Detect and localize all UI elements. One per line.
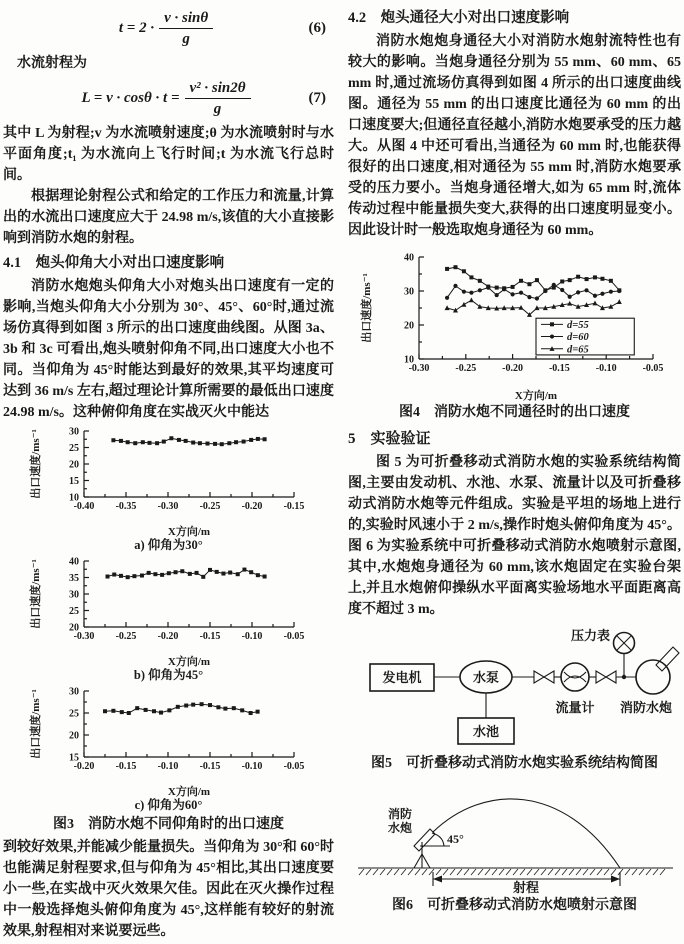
eq6-denominator: g xyxy=(182,31,190,47)
figure-6-schematic xyxy=(348,778,681,894)
eq6-lhs: t = 2 · xyxy=(118,20,155,36)
svg-text:-0.40: -0.40 xyxy=(73,501,94,512)
cannon-label: 消防水炮 xyxy=(619,700,673,715)
angle-label: 45° xyxy=(447,832,464,846)
ground-hatching xyxy=(359,869,665,875)
eq6-fraction xyxy=(159,9,213,48)
section-heading-5: 5 实验验证 xyxy=(348,431,431,447)
figure-6-caption: 图6 可折叠移动式消防水炮喷射示意图 xyxy=(392,898,637,913)
figure-5-diagram xyxy=(348,624,681,752)
svg-text:30: 30 xyxy=(68,426,79,438)
figure-5-caption: 图5 可折叠移动式消防水炮实验系统结构简图 xyxy=(371,756,658,771)
svg-text:40: 40 xyxy=(68,556,79,568)
svg-text:d=65: d=65 xyxy=(566,344,589,356)
eq7-number: (7) xyxy=(308,90,326,106)
svg-text:30: 30 xyxy=(68,589,79,601)
svg-text:-0.30: -0.30 xyxy=(408,363,429,374)
figure-3-caption: 图3 消防水炮不同仰角时的出口速度 xyxy=(53,817,284,832)
pump-label: 水泵 xyxy=(472,670,500,685)
gauge-label: 压力表 xyxy=(570,628,610,643)
figure-3b-chart xyxy=(28,555,310,667)
cannon-barrel xyxy=(414,829,435,851)
svg-text:X方向/m: X方向/m xyxy=(514,390,557,401)
eq7-denominator: g xyxy=(213,101,222,117)
svg-text:30: 30 xyxy=(403,286,414,298)
svg-text:-0.15: -0.15 xyxy=(548,363,570,374)
svg-text:20: 20 xyxy=(68,459,79,471)
svg-text:X方向/m: X方向/m xyxy=(167,656,210,667)
figure-3b xyxy=(3,555,334,683)
svg-text:10: 10 xyxy=(68,492,79,504)
figure-3a-chart xyxy=(28,425,310,537)
svg-text:25: 25 xyxy=(68,606,79,617)
svg-text:-0.35: -0.35 xyxy=(115,501,136,512)
svg-text:40: 40 xyxy=(403,252,414,264)
equation-7 xyxy=(3,79,334,118)
svg-text:-0.10: -0.10 xyxy=(241,631,262,642)
figure-4 xyxy=(348,249,681,401)
svg-text:-0.25: -0.25 xyxy=(454,363,476,374)
svg-text:20: 20 xyxy=(68,622,79,634)
svg-text:d=55: d=55 xyxy=(566,319,589,331)
left-column xyxy=(3,4,334,944)
paragraph-bore-diameter: 消防水炮炮身通径大小对消防水炮射流特性也有较大的影响。当炮身通径分别为 55 mm、60 mm、65 mm 时,通过流场仿真得到如图 4 所示的出口速度曲线图。通径为 55 mm 的出口速度比通径为 60 mm 的出口速度要大;但通径直径越小,消防水炮要承受的压力越大。从图 4 中还可看出,当通径为 60 mm 时,也能获得很好的出口速度,相对通径为 55 mm 时,消防水炮要承受的压力要小。当炮身通径增大,如为 65 mm 时,流体传动过程中能量损失变大,获得的出口速度明显变小。因此设计时一般选取炮身通径为 60 mm。 xyxy=(348,34,681,238)
svg-text:出口速度/ms⁻¹: 出口速度/ms⁻¹ xyxy=(29,689,42,759)
figure-5-schematic xyxy=(348,624,681,752)
svg-text:-0.20: -0.20 xyxy=(501,363,523,374)
figure-3a xyxy=(3,425,334,553)
generator-label: 发电机 xyxy=(382,670,422,685)
eq7-lhs: L = v · cosθ · t = xyxy=(81,90,180,106)
svg-text:-0.15: -0.15 xyxy=(283,501,304,512)
svg-text:-0.15: -0.15 xyxy=(199,761,220,772)
svg-text:35: 35 xyxy=(68,573,79,584)
figure-3a-subtitle: a) 仰角为30° xyxy=(134,538,203,552)
paragraph-experiment: 图 5 为可折叠移动式消防水炮的实验系统结构简图,主要由发动机、水池、水泵、流量计以及可折叠移动式消防水炮等元件组成。实验是平坦的场地上进行的,实验时风速小于 2 m/s,操作时炮头俯仰角度为 45°。图 6 为实验系统中可折叠移动式消防水炮喷射示意图,其中,水炮炮身通径为 60 mm,该水炮固定在实验台架上,并且水炮俯仰操纵水平面离实验场地水平面距离高度不超过 3 m。 xyxy=(348,455,681,617)
eq7-fraction xyxy=(185,79,251,118)
figure-3c-subtitle: c) 仰角为60° xyxy=(134,798,203,812)
eq7-numerator: v² · sin2θ xyxy=(185,79,251,99)
water-pool-box xyxy=(458,718,514,744)
svg-text:-0.30: -0.30 xyxy=(157,501,178,512)
svg-text:X方向/m: X方向/m xyxy=(167,526,210,537)
svg-text:20: 20 xyxy=(403,320,414,332)
svg-text:15: 15 xyxy=(68,476,79,487)
flowmeter-label: 流量计 xyxy=(555,700,595,715)
svg-text:-0.10: -0.10 xyxy=(157,761,178,772)
svg-text:出口速度/ms⁻¹: 出口速度/ms⁻¹ xyxy=(29,429,42,499)
right-column xyxy=(348,4,681,944)
svg-text:-0.20: -0.20 xyxy=(241,501,262,512)
eq6-number: (6) xyxy=(308,20,326,36)
section-heading-4-2: 4.2 炮头通径大小对出口速度影响 xyxy=(348,10,570,26)
svg-text:-0.05: -0.05 xyxy=(283,631,304,642)
svg-text:-0.25: -0.25 xyxy=(199,501,220,512)
pump-symbol xyxy=(460,661,512,693)
svg-text:15: 15 xyxy=(68,752,79,764)
svg-text:X方向/m: X方向/m xyxy=(167,786,210,797)
svg-text:出口速度/ms⁻¹: 出口速度/ms⁻¹ xyxy=(360,273,373,343)
pressure-gauge-icon xyxy=(571,628,635,654)
equation-6 xyxy=(3,9,334,48)
cannon-label xyxy=(388,806,412,835)
figure-6-diagram xyxy=(348,778,681,894)
svg-text:出口速度/ms⁻¹: 出口速度/ms⁻¹ xyxy=(29,559,42,629)
valve-icon xyxy=(596,671,616,683)
figure-3c xyxy=(3,685,334,813)
svg-text:水炮: 水炮 xyxy=(387,821,413,835)
figure-4-caption: 图4 消防水炮不同通径时的出口速度 xyxy=(399,405,630,420)
jet-range-intro: 水流射程为 xyxy=(17,56,87,71)
svg-text:-0.20: -0.20 xyxy=(73,761,94,772)
figure-3c-chart xyxy=(28,685,310,797)
range-dimension xyxy=(433,872,620,894)
paragraph-symbol-definitions: 其中 L 为射程;v 为水流喷射速度;θ 为水流喷射时与水平面角度;t₁ 为水流向上飞行时间;t 为水流飞行总时间。 xyxy=(3,126,334,183)
paragraph-conclusion-4-1: 到较好效果,并能减少能量损失。当仰角为 30°和 60°时也能满足射程要求,但与仰角为 45°相比,其出口速度要小一些,在实战中灭火效果欠佳。因此在灭火操作过程中一般选择炮头俯仰角度为 45°,这样能有较好的射流效果,射程相对来说要远些。 xyxy=(3,840,334,939)
svg-text:25: 25 xyxy=(68,708,79,720)
pool-label: 水池 xyxy=(472,724,500,739)
paragraph-elevation-angle: 消防水炮炮头仰角大小对炮头出口速度有一定的影响,当炮头仰角大小分别为 30°、45°、60°时,通过流场仿真得到如图 3 所示的出口速度曲线图。从图 3a、3b 和 3c 可看出,炮头喷射仰角不同,出口速度大小也不同。当仰角为 45°时能达到最好的效果,其平均速度可达到 36 m/s 左右,超过理论计算所需要的最低出口速度 24.98 m/s。这种俯仰角度在实战灭火中能达 xyxy=(3,279,334,420)
svg-text:30: 30 xyxy=(68,686,79,698)
generator-box xyxy=(370,664,434,691)
svg-text:d=60: d=60 xyxy=(566,332,589,344)
svg-text:-0.05: -0.05 xyxy=(283,761,304,772)
svg-text:-0.20: -0.20 xyxy=(157,631,178,642)
svg-text:25: 25 xyxy=(68,443,79,454)
svg-text:-0.15: -0.15 xyxy=(115,761,136,772)
eq6-numerator: v · sinθ xyxy=(159,9,213,29)
range-label: 射程 xyxy=(512,880,540,894)
svg-text:消防: 消防 xyxy=(387,807,413,821)
svg-text:-0.10: -0.10 xyxy=(241,761,262,772)
figure-4-chart xyxy=(359,249,671,401)
svg-text:10: 10 xyxy=(403,354,414,366)
flowmeter-symbol xyxy=(555,663,594,715)
cannon-symbol xyxy=(620,647,679,715)
valve-icon xyxy=(534,671,554,683)
svg-text:-0.25: -0.25 xyxy=(115,631,136,642)
svg-text:-0.10: -0.10 xyxy=(595,363,617,374)
svg-text:20: 20 xyxy=(68,730,79,742)
svg-text:-0.30: -0.30 xyxy=(73,631,94,642)
figure-3b-subtitle: b) 仰角为45° xyxy=(133,668,204,682)
svg-text:-0.05: -0.05 xyxy=(642,363,663,374)
svg-text:-0.15: -0.15 xyxy=(199,631,220,642)
paragraph-theory: 根据理论射程公式和给定的工作压力和流量,计算出的水流出口速度应大于 24.98 m/s,该值的大小直接影响到消防水炮的射程。 xyxy=(3,189,334,246)
section-heading-4-1: 4.1 炮头仰角大小对出口速度影响 xyxy=(3,255,225,271)
